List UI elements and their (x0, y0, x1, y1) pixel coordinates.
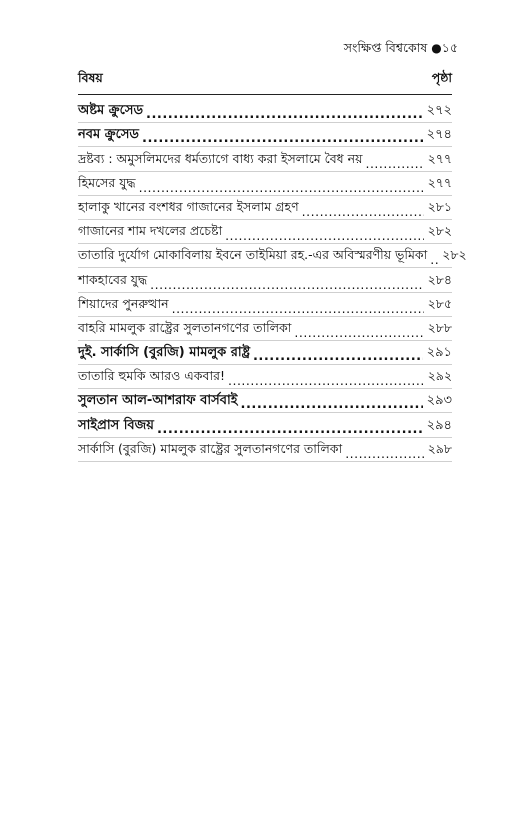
toc-entry-title: গাজানের শাম দখলের প্রচেষ্টা (78, 223, 223, 239)
dot-leader (294, 325, 423, 340)
toc-entries (78, 99, 467, 462)
toc-entry (78, 99, 452, 123)
toc-entry-page: ২৮৮ (427, 319, 452, 335)
toc-entry-title: শিয়াদের পুনরুত্থান (78, 295, 169, 311)
toc-entry-title: হালাকু খানের বংশধর গাজানের ইসলাম গ্রহণ (78, 198, 299, 214)
dot-leader (225, 228, 424, 243)
toc-entry-title: তাতারি দুর্যোগ মোকাবিলায় ইবনে তাইমিয়া রহ.-এর অবিস্মরণীয় ভূমিকা (78, 247, 428, 263)
toc-entry (78, 172, 452, 196)
dot-leader (365, 156, 423, 171)
toc-header-row (78, 68, 452, 95)
toc-entry (78, 220, 452, 244)
toc-entry (78, 438, 452, 462)
toc-entry-page: ২৮৪ (427, 271, 452, 287)
toc-entry-title: হিমসের যুদ্ধ (78, 174, 136, 190)
subject-column-label: বিষয় (78, 70, 103, 85)
toc-entry-page: ২৭৪ (426, 127, 452, 143)
toc-entry (78, 365, 452, 389)
toc-entry-page: ২৯২ (427, 368, 452, 384)
toc-entry-page: ২৮১ (427, 198, 452, 214)
toc-entry (78, 268, 452, 292)
dot-leader (430, 252, 438, 267)
dot-leader (139, 180, 424, 195)
toc-entry-page: ২৭৭ (427, 150, 452, 166)
toc-entry (78, 413, 452, 437)
toc-entry (78, 389, 452, 413)
toc-entry-title: শাকহাবের যুদ্ধ (78, 271, 148, 287)
dot-leader (150, 277, 423, 292)
page-column-label: পৃষ্ঠা (431, 70, 452, 85)
toc-entry-page: ২৯১ (426, 345, 452, 361)
toc-entry-title: দ্রষ্টব্য : অমুসলিমদের ধর্মত্যাগে বাধ্য করা ইসলামে বৈধ নয় (78, 150, 363, 166)
table-of-contents (78, 68, 467, 462)
toc-entry-page: ২৮২ (442, 247, 467, 263)
dot-leader (241, 397, 423, 412)
toc-entry-page: ২৯৮ (427, 440, 452, 456)
dot-leader (345, 446, 423, 461)
toc-entry-title: বাহরি মামলুক রাষ্ট্রের সুলতানগণের তালিকা (78, 319, 292, 335)
toc-entry-page: ২৮২ (427, 223, 452, 239)
dot-leader (146, 107, 423, 122)
toc-entry-title: তাতারি হুমকি আরও একবার! (78, 368, 226, 384)
toc-entry-title: অষ্টম ক্রুসেড (78, 103, 144, 119)
toc-entry (78, 244, 467, 268)
page-number: ১৫ (441, 40, 458, 55)
toc-entry-title: সুলতান আল-আশরাফ বার্সবাই (78, 393, 238, 409)
running-header (344, 40, 458, 60)
dot-leader (157, 422, 423, 437)
toc-entry (78, 123, 452, 147)
bullet-icon: ● (431, 41, 442, 55)
toc-entry (78, 147, 452, 171)
toc-entry-title: নবম ক্রুসেড (78, 127, 139, 143)
toc-entry (78, 341, 452, 365)
toc-entry-page: ২৯৩ (426, 393, 452, 409)
toc-entry (78, 293, 452, 317)
dot-leader (302, 204, 424, 219)
toc-entry-title: সার্কাসি (বুরজি) মামলুক রাষ্ট্রের সুলতানগণের তালিকা (78, 440, 343, 456)
running-title: সংক্ষিপ্ত বিশ্বকোষ (343, 40, 428, 55)
toc-entry-page: ২৯৪ (426, 417, 452, 433)
toc-entry-page: ২৮৫ (427, 295, 452, 311)
dot-leader (172, 301, 424, 316)
toc-entry (78, 317, 452, 341)
toc-entry-page: ২৭৭ (427, 174, 452, 190)
dot-leader (253, 349, 423, 364)
dot-leader (142, 131, 423, 146)
toc-entry-page: ২৭২ (426, 103, 452, 119)
toc-entry-title: সাইপ্রাস বিজয় (78, 417, 154, 433)
toc-entry (78, 196, 452, 220)
toc-entry-title: দুই. সার্কাসি (বুরজি) মামলুক রাষ্ট্র (78, 345, 250, 361)
dot-leader (228, 373, 424, 388)
